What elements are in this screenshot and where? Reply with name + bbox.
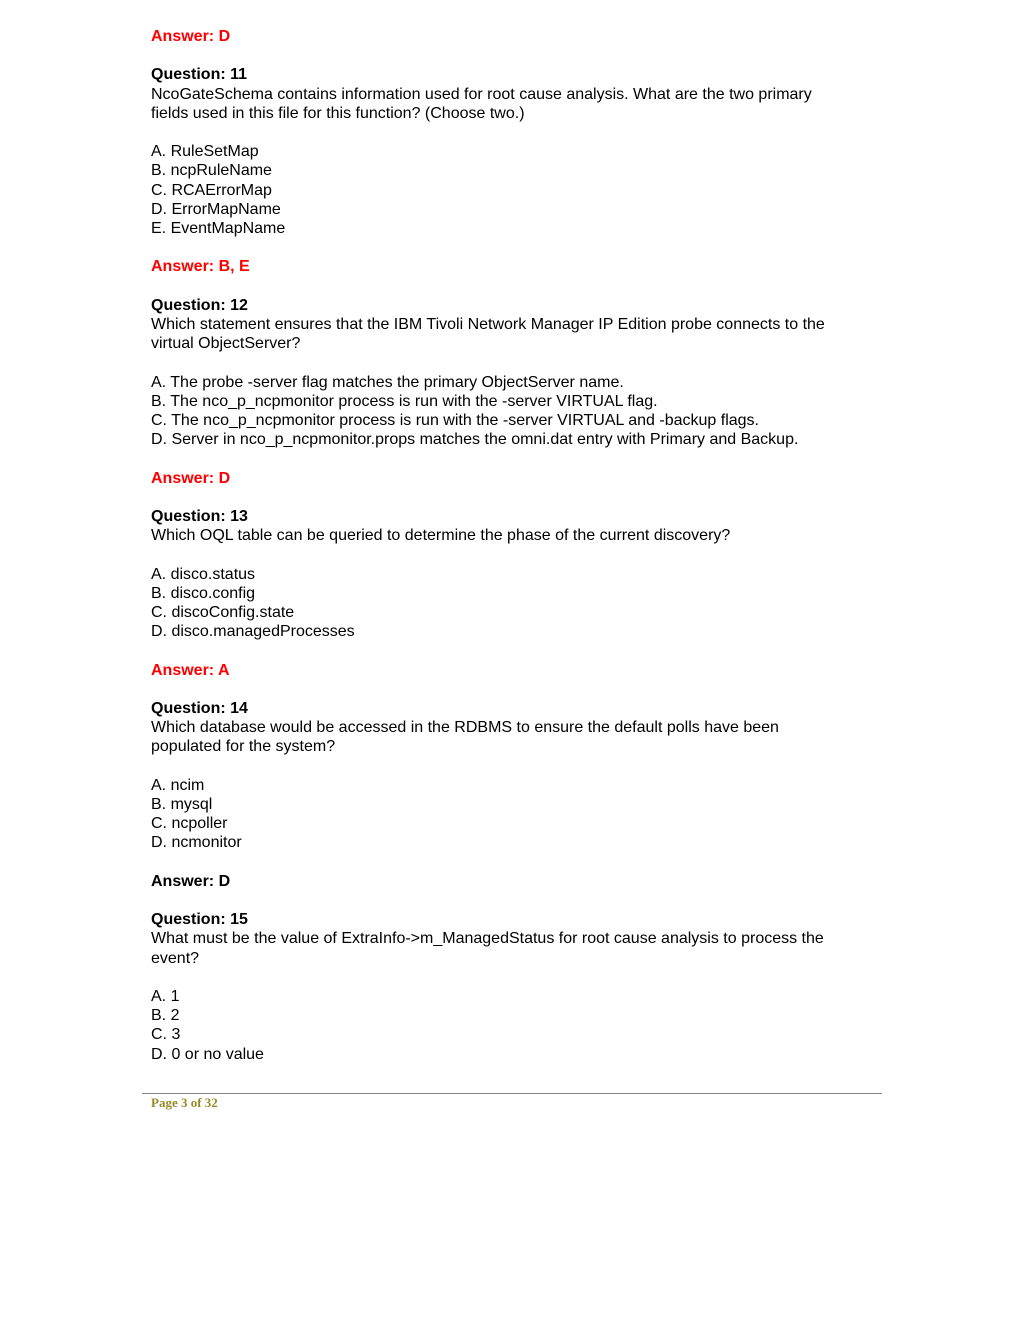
- spacer: [151, 353, 871, 372]
- answer-option: C. discoConfig.state: [151, 603, 295, 621]
- answer-option: C. The nco_p_ncpmonitor process is run with the -server VIRTUAL and -backup flags.: [151, 411, 759, 429]
- question-heading: Question: 15: [151, 911, 248, 929]
- spacer: [151, 488, 871, 507]
- answer-option: D. Server in nco_p_ncpmonitor.props matches the omni.dat entry with Primary and Backup.: [151, 431, 799, 449]
- answer-key: Answer: A: [151, 661, 230, 679]
- answer-option: B. mysql: [151, 795, 213, 813]
- question-text: Which database would be accessed in the RDBMS to ensure the default polls have been: [151, 719, 779, 737]
- question-text: Which statement ensures that the IBM Tivoli Network Manager IP Edition probe connects to the: [151, 315, 825, 333]
- spacer: [151, 641, 871, 660]
- answer-option: D. disco.managedProcesses: [151, 623, 355, 641]
- spacer: [151, 277, 871, 296]
- answer-key: Answer: D: [151, 469, 231, 487]
- answer-option: D. ErrorMapName: [151, 200, 281, 218]
- spacer: [151, 680, 871, 699]
- question-text: What must be the value of ExtraInfo->m_ManagedStatus for root cause analysis to process the: [151, 930, 824, 948]
- top-answer: Answer: D: [151, 28, 231, 45]
- question-block: [151, 296, 871, 507]
- spacer: [151, 46, 871, 65]
- page-content: [151, 27, 871, 1064]
- question-text: virtual ObjectServer?: [151, 335, 301, 353]
- question-block: [151, 65, 871, 295]
- question-heading: Question: 14: [151, 699, 248, 717]
- answer-option: B. The nco_p_ncpmonitor process is run with the -server VIRTUAL flag.: [151, 392, 658, 410]
- answer-option: A. disco.status: [151, 565, 256, 583]
- answer-option: A. The probe -server flag matches the primary ObjectServer name.: [151, 373, 624, 391]
- answer-option: B. ncpRuleName: [151, 162, 272, 180]
- question-block: [151, 699, 871, 910]
- question-text: Which OQL table can be queried to determine the phase of the current discovery?: [151, 527, 731, 545]
- spacer: [151, 891, 871, 910]
- question-heading: Question: 13: [151, 507, 248, 525]
- question-heading: Question: 12: [151, 296, 248, 314]
- spacer: [151, 238, 871, 257]
- spacer: [151, 853, 871, 872]
- answer-option: C. ncpoller: [151, 815, 228, 833]
- spacer: [151, 123, 871, 142]
- question-text: event?: [151, 949, 200, 967]
- answer-option: A. RuleSetMap: [151, 143, 259, 161]
- answer-option: C. 3: [151, 1026, 181, 1044]
- spacer: [151, 757, 871, 776]
- answer-option: C. RCAErrorMap: [151, 181, 272, 199]
- answer-option: D. 0 or no value: [151, 1045, 264, 1063]
- spacer: [151, 449, 871, 468]
- page-number: Page 3 of 32: [151, 1095, 218, 1110]
- answer-option: A. 1: [151, 987, 180, 1005]
- answer-option: A. ncim: [151, 776, 205, 794]
- answer-option: D. ncmonitor: [151, 834, 242, 852]
- question-text: fields used in this file for this function? (Choose two.): [151, 104, 525, 122]
- question-text: populated for the system?: [151, 738, 336, 756]
- footer-divider: [142, 1093, 882, 1094]
- question-block: [151, 507, 871, 699]
- answer-option: E. EventMapName: [151, 220, 286, 237]
- spacer: [151, 968, 871, 987]
- answer-key: Answer: B, E: [151, 258, 250, 276]
- question-heading: Question: 11: [151, 66, 248, 84]
- answer-option: B. disco.config: [151, 584, 256, 602]
- spacer: [151, 545, 871, 564]
- answer-option: B. 2: [151, 1007, 180, 1025]
- question-block: [151, 910, 871, 1064]
- answer-key: Answer: D: [151, 872, 231, 890]
- question-text: NcoGateSchema contains information used for root cause analysis. What are the two primary: [151, 85, 812, 103]
